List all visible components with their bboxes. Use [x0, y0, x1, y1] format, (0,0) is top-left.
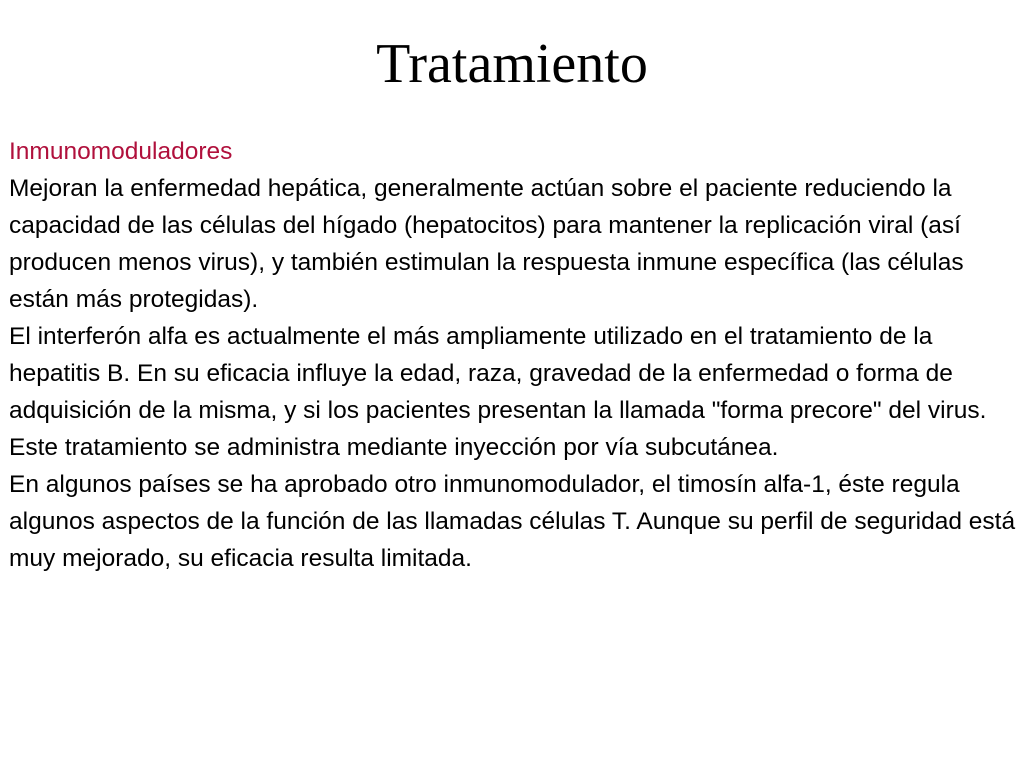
paragraph-immunomodulators: Mejoran la enfermedad hepática, generalmente actúan sobre el paciente reduciendo la capacidad de las células del hígado (hepatocitos) para mantener la replicación viral (así producen menos virus), y también estimulan la respuesta inmune específica (las células están más protegidas).	[9, 175, 964, 313]
paragraph-administration: Este tratamiento se administra mediante inyección por vía subcutánea.	[9, 434, 779, 461]
slide-title: Tratamiento	[376, 33, 648, 95]
paragraph-thymosin: En algunos países se ha aprobado otro inmunomodulador, el timosín alfa-1, éste regula algunos aspectos de la función de las llamadas células T. Aunque su perfil de seguridad está muy mejorado, su eficacia resulta limitada.	[9, 471, 1016, 572]
section-subheading: Inmunomoduladores	[9, 138, 233, 165]
slide-body	[9, 133, 1021, 577]
paragraph-interferon: El interferón alfa es actualmente el más ampliamente utilizado en el tratamiento de la hepatitis B. En su eficacia influye la edad, raza, gravedad de la enfermedad o forma de adquisición de la misma, y si los pacientes presentan la llamada "forma precore" del virus.	[9, 323, 987, 424]
